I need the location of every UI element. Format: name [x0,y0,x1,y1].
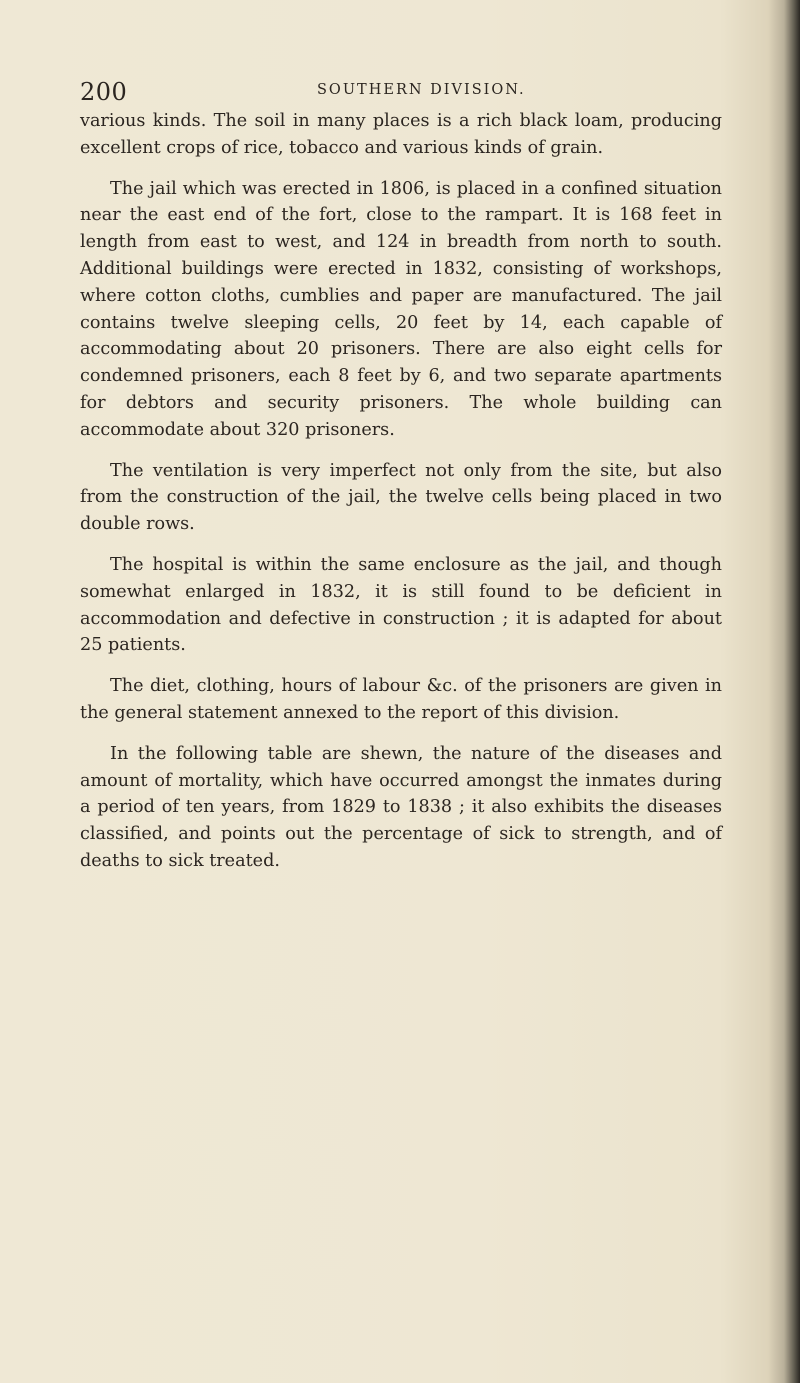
body-text [80,108,722,875]
paragraph-hospital: The hospital is within the same enclosure as the jail, and though somewhat enlarged in 1832, it is still found to be deficient in accommodation and defective in construction ; it is adapted for about 25 patients. [80,554,722,656]
paragraph-continuation: various kinds. The soil in many places is a rich black loam, producing excellent crops of rice, tobacco and various kinds of grain. [80,111,722,158]
page-number: 200 [80,78,128,106]
running-head: SOUTHERN DIVISION. [317,82,526,98]
paragraph-ventilation: The ventilation is very imperfect not only from the site, but also from the construction of the jail, the twelve cells being placed in two double rows. [80,460,722,535]
paragraph-diet: The diet, clothing, hours of labour &c. of the prisoners are given in the general statement annexed to the report of this division. [80,676,722,723]
paragraph-table-intro: In the following table are shewn, the nature of the diseases and amount of mortality, which have occurred amongst the inmates during a period of ten years, from 1829 to 1838 ; it also exhibits the diseases classified, and points out the percentage of sick to strength, and of deaths to sick treated. [80,743,722,871]
paragraph-jail: The jail which was erected in 1806, is placed in a confined situation near the east end of the fort, close to the rampart. It is 168 feet in length from east to west, and 124 in breadth from north to south. Additional buildings were erected in 1832, consisting of workshops, where cotton cloths, cumblies and paper are manufactured. The jail contains twelve sleeping cells, 20 feet by 14, each capable of accommodating about 20 prisoners. There are also eight cells for condemned prisoners, each 8 feet by 6, and two separate apartments for debtors and security prisoners. The whole building can accommodate about 320 prisoners. [80,178,722,440]
